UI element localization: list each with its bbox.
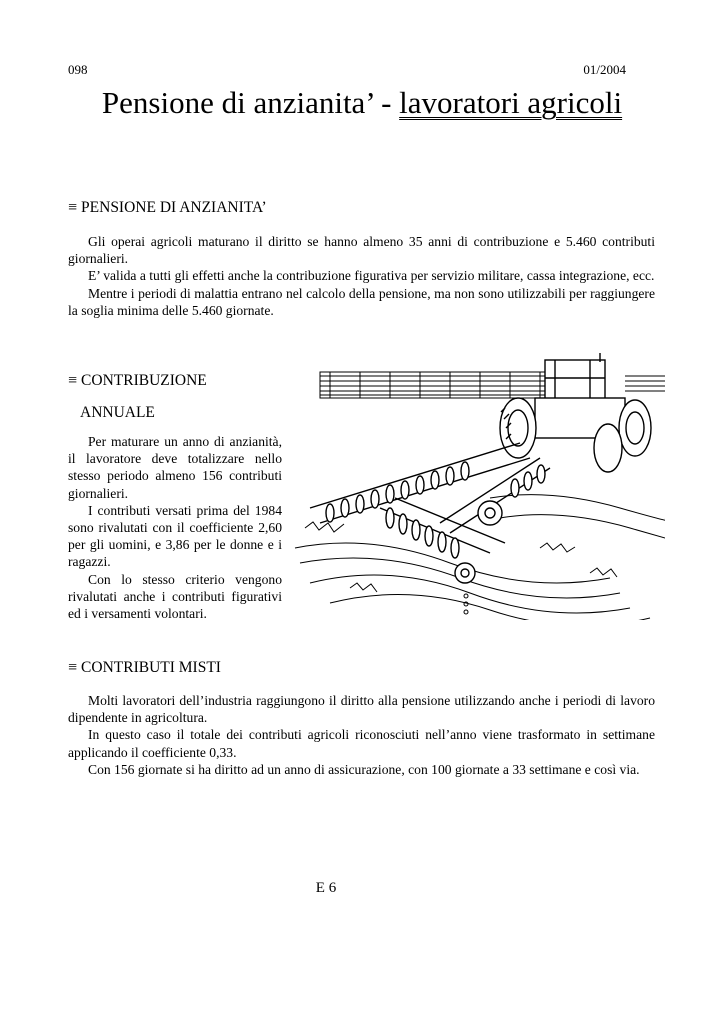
paragraph: In questo caso il totale dei contributi agricoli riconosciuti nell’anno viene trasformato in settimane applicando il coefficiente 0,33. bbox=[68, 727, 655, 760]
section-body-pensione bbox=[68, 233, 655, 319]
title-main: Pensione di anzianita’ - bbox=[101, 85, 400, 120]
paragraph: Con lo stesso criterio vengono rivalutati anche i contributi figurativi ed i versamenti volontari. bbox=[68, 571, 282, 622]
section-heading-contribuzione bbox=[68, 372, 207, 390]
disc-harrow bbox=[310, 443, 550, 583]
tractor bbox=[500, 353, 651, 472]
page-footer: E 6 bbox=[315, 880, 337, 896]
section-mark-icon: ≡ bbox=[68, 372, 78, 389]
section-heading-text: CONTRIBUTI MISTI bbox=[81, 659, 221, 676]
section-heading-annuale: ANNUALE bbox=[80, 404, 155, 421]
section-heading-text: PENSIONE DI ANZIANITA’ bbox=[81, 199, 267, 216]
page-title bbox=[0, 85, 724, 121]
paragraph: E’ valida a tutti gli effetti anche la contribuzione figurativa per servizio militare, cassa integrazione, ecc. bbox=[88, 268, 655, 284]
fence-background bbox=[320, 372, 665, 398]
document-date: 01/2004 bbox=[583, 62, 626, 77]
section-body-misti bbox=[68, 692, 655, 778]
title-underlined: lavoratori agricoli bbox=[399, 85, 623, 120]
section-heading-text: CONTRIBUZIONE bbox=[81, 372, 207, 389]
paragraph: Per maturare un anno di anzianità, il lavoratore deve totalizzare nello stesso periodo almeno 156 contributi giornalieri. bbox=[68, 434, 282, 501]
paragraph: I contributi versati prima del 1984 sono rivalutati con il coefficiente 2,60 per gli uomini, e 3,86 per le donne e i ragazzi. bbox=[68, 502, 282, 570]
section-mark-icon: ≡ bbox=[68, 199, 78, 216]
paragraph: Con 156 giornate si ha diritto ad un anno di assicurazione, con 100 giornate a 33 settimane e così via. bbox=[88, 761, 640, 777]
section-mark-icon: ≡ bbox=[68, 659, 78, 676]
document-number: 098 bbox=[68, 62, 88, 77]
section-heading-misti bbox=[68, 659, 221, 677]
paragraph: Molti lavoratori dell’industria raggiungono il diritto alla pensione utilizzando anche i periodi di lavoro dipendente in agricoltura. bbox=[68, 693, 655, 726]
tractor-with-disc-harrow-illustration bbox=[290, 348, 665, 620]
paragraph: Mentre i periodi di malattia entrano nel calcolo della pensione, ma non sono utilizzabili per raggiungere la soglia minima delle 5.460 giornate. bbox=[68, 285, 655, 318]
paragraph: Gli operai agricoli maturano il diritto se hanno almeno 35 anni di contribuzione e 5.460 contributi giornalieri. bbox=[68, 234, 655, 267]
copyright-mark-icon bbox=[464, 594, 468, 614]
section-body-contribuzione bbox=[68, 433, 282, 622]
section-heading-pensione bbox=[68, 199, 267, 217]
